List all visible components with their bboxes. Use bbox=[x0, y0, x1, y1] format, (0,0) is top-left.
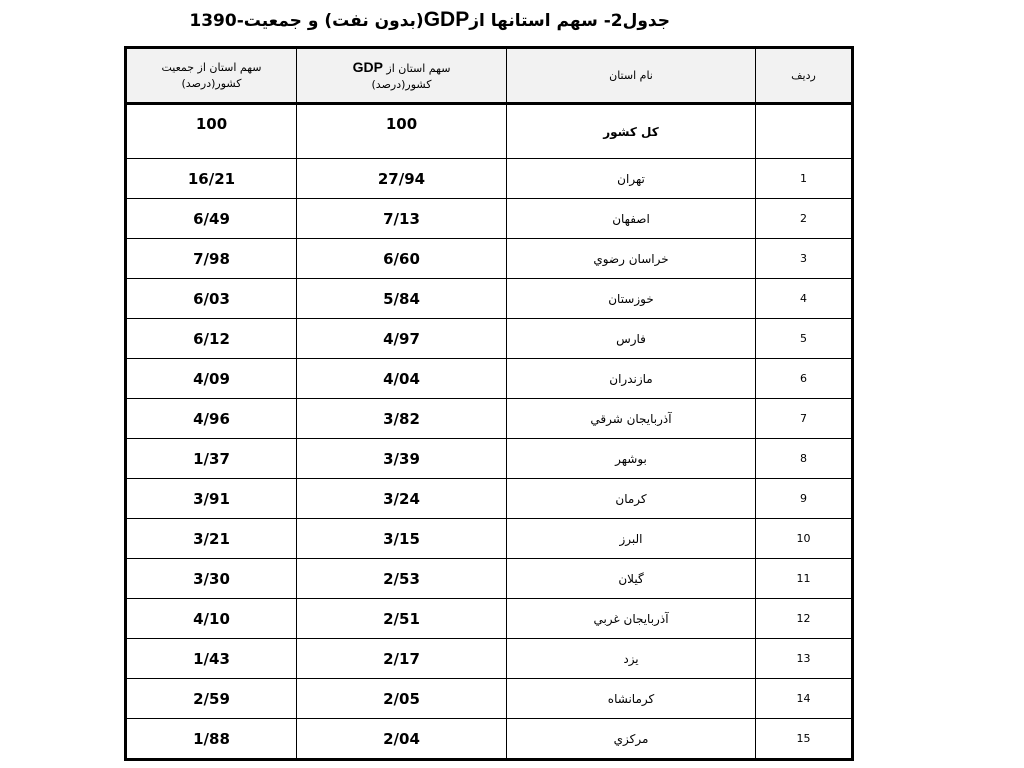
cell-province: مركزي bbox=[507, 719, 756, 760]
cell-province: فارس bbox=[507, 319, 756, 359]
cell-province: تهران bbox=[507, 159, 756, 199]
table-row bbox=[126, 239, 853, 279]
cell-province: كرمان bbox=[507, 479, 756, 519]
cell-province: آذربايجان شرقي bbox=[507, 399, 756, 439]
table-row bbox=[126, 359, 853, 399]
cell-population-share: 1/43 bbox=[126, 639, 297, 679]
header-province: نام استان bbox=[507, 48, 756, 104]
cell-province: گيلان bbox=[507, 559, 756, 599]
cell-radif: 2 bbox=[756, 199, 853, 239]
cell-population-share: 4/96 bbox=[126, 399, 297, 439]
table-title bbox=[189, 6, 670, 35]
table-row bbox=[126, 439, 853, 479]
cell-radif bbox=[756, 104, 853, 159]
cell-gdp-share: 7/13 bbox=[297, 199, 507, 239]
cell-population-share: 3/21 bbox=[126, 519, 297, 559]
cell-radif: 7 bbox=[756, 399, 853, 439]
header-population-share bbox=[126, 48, 297, 104]
table-row bbox=[126, 399, 853, 439]
cell-province: آذربايجان غربي bbox=[507, 599, 756, 639]
cell-province: مازندران bbox=[507, 359, 756, 399]
cell-radif: 10 bbox=[756, 519, 853, 559]
cell-radif: 11 bbox=[756, 559, 853, 599]
table-row bbox=[126, 104, 853, 159]
header-pop-line-1: سهم استان از جمعيت bbox=[161, 60, 262, 74]
cell-population-share: 6/49 bbox=[126, 199, 297, 239]
cell-gdp-share: 3/82 bbox=[297, 399, 507, 439]
cell-gdp-share: 2/51 bbox=[297, 599, 507, 639]
table-header-row bbox=[126, 48, 853, 104]
cell-radif: 4 bbox=[756, 279, 853, 319]
header-gdp-line-1-en: GDP bbox=[352, 58, 383, 75]
cell-gdp-share: 2/05 bbox=[297, 679, 507, 719]
table-row bbox=[126, 279, 853, 319]
cell-population-share: 1/37 bbox=[126, 439, 297, 479]
table-row bbox=[126, 559, 853, 599]
header-gdp-line-2: كشور(درصد) bbox=[371, 77, 432, 91]
header-pop-line-2: كشور(درصد) bbox=[181, 76, 242, 90]
cell-population-share: 6/12 bbox=[126, 319, 297, 359]
table-row bbox=[126, 479, 853, 519]
cell-radif: 15 bbox=[756, 719, 853, 760]
cell-population-share: 1/88 bbox=[126, 719, 297, 760]
cell-province: اصفهان bbox=[507, 199, 756, 239]
title-gdp: GDP bbox=[423, 8, 470, 31]
table-row bbox=[126, 679, 853, 719]
table-row bbox=[126, 599, 853, 639]
cell-gdp-share: 2/04 bbox=[297, 719, 507, 760]
cell-population-share: 7/98 bbox=[126, 239, 297, 279]
table-body bbox=[126, 104, 853, 760]
cell-radif: 3 bbox=[756, 239, 853, 279]
cell-population-share: 2/59 bbox=[126, 679, 297, 719]
province-share-table bbox=[124, 46, 854, 761]
table-row bbox=[126, 319, 853, 359]
cell-province: يزد bbox=[507, 639, 756, 679]
header-radif: رديف bbox=[756, 48, 853, 104]
cell-population-share: 3/91 bbox=[126, 479, 297, 519]
cell-radif: 14 bbox=[756, 679, 853, 719]
cell-gdp-share: 27/94 bbox=[297, 159, 507, 199]
cell-province: كل كشور bbox=[507, 104, 756, 159]
table-row bbox=[126, 719, 853, 760]
cell-province: بوشهر bbox=[507, 439, 756, 479]
cell-gdp-share: 3/15 bbox=[297, 519, 507, 559]
cell-radif: 1 bbox=[756, 159, 853, 199]
title-part-1: جدول2- سهم استانها از bbox=[469, 11, 670, 31]
cell-radif: 8 bbox=[756, 439, 853, 479]
cell-province: كرمانشاه bbox=[507, 679, 756, 719]
cell-gdp-share: 3/24 bbox=[297, 479, 507, 519]
table-row bbox=[126, 159, 853, 199]
data-table-container bbox=[124, 46, 851, 761]
cell-population-share: 100 bbox=[126, 104, 297, 159]
cell-gdp-share: 100 bbox=[297, 104, 507, 159]
title-part-2: (بدون نفت) و جمعیت-1390 bbox=[189, 11, 424, 31]
cell-radif: 12 bbox=[756, 599, 853, 639]
cell-gdp-share: 3/39 bbox=[297, 439, 507, 479]
cell-gdp-share: 6/60 bbox=[297, 239, 507, 279]
cell-radif: 9 bbox=[756, 479, 853, 519]
header-gdp-line-1-text: سهم استان از bbox=[386, 61, 451, 75]
cell-population-share: 16/21 bbox=[126, 159, 297, 199]
cell-province: خوزستان bbox=[507, 279, 756, 319]
cell-population-share: 4/09 bbox=[126, 359, 297, 399]
cell-province: خراسان رضوي bbox=[507, 239, 756, 279]
cell-radif: 13 bbox=[756, 639, 853, 679]
cell-population-share: 4/10 bbox=[126, 599, 297, 639]
cell-radif: 6 bbox=[756, 359, 853, 399]
cell-gdp-share: 2/17 bbox=[297, 639, 507, 679]
table-row bbox=[126, 519, 853, 559]
cell-population-share: 6/03 bbox=[126, 279, 297, 319]
table-row bbox=[126, 639, 853, 679]
cell-province: البرز bbox=[507, 519, 756, 559]
table-row bbox=[126, 199, 853, 239]
header-gdp-share bbox=[297, 48, 507, 104]
cell-gdp-share: 5/84 bbox=[297, 279, 507, 319]
cell-radif: 5 bbox=[756, 319, 853, 359]
cell-gdp-share: 4/97 bbox=[297, 319, 507, 359]
cell-gdp-share: 4/04 bbox=[297, 359, 507, 399]
cell-gdp-share: 2/53 bbox=[297, 559, 507, 599]
header-gdp-line-1 bbox=[352, 58, 451, 75]
cell-population-share: 3/30 bbox=[126, 559, 297, 599]
